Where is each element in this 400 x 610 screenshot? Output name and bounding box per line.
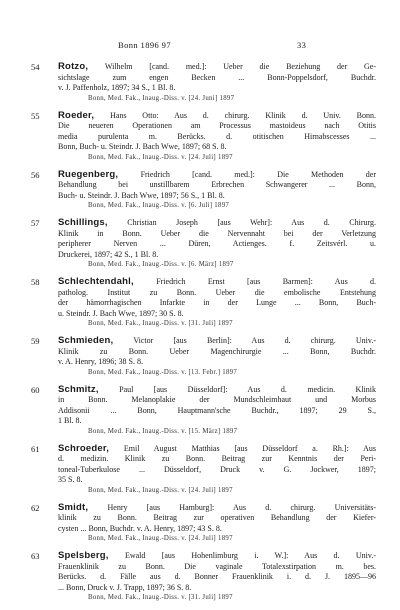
entry-line: [58, 406, 376, 417]
entry-text: Berücks. d. Fälle aus d. Bonner Frauenklinik i. d. J. 1895—96: [58, 572, 376, 581]
entry-line: [58, 524, 376, 535]
dissertation-note: Bonn, Med. Fak., Inaug.-Diss. v. [6. März] 1897: [88, 261, 234, 268]
catalog-entry: [0, 551, 400, 603]
entry-line: [58, 191, 376, 202]
entry-text: in Bonn. Melanoplakie der Mundschleimhaut und Morbus: [58, 395, 376, 404]
dissertation-note: Bonn, Med. Fak., Inaug.-Diss. v. [6. Juli] 1897: [88, 202, 230, 209]
entry-number: 57: [31, 218, 40, 228]
entry-body: [58, 503, 376, 545]
author-name: Schmieden,: [58, 335, 114, 346]
catalog-entry: [0, 385, 400, 437]
entry-line: [58, 357, 376, 368]
dissertation-note: Bonn, Med. Fak., Inaug.-Diss. v. [24. Juli] 1897: [88, 535, 233, 542]
author-name: Schlechtendahl,: [58, 276, 134, 287]
entry-text: 35 S. 8.: [58, 475, 83, 484]
entry-number: 58: [31, 277, 40, 287]
author-name: Schillings,: [58, 217, 108, 228]
dissertation-note: Bonn, Med. Fak., Inaug.-Diss. v. [31. Juli] 1897: [88, 594, 233, 601]
entry-body: [58, 170, 376, 212]
entry-line: [58, 475, 376, 486]
entry-text: d. medizin. Klinik zu Bonn. Beitrag zur Kenntnis der Peri-: [58, 454, 376, 463]
catalog-entry: [0, 444, 400, 496]
entry-line: [58, 111, 376, 122]
entry-line: [58, 62, 376, 73]
entry-number: 55: [31, 110, 40, 121]
entry-text: Christian Joseph [aus Wehr]: Aus d. Chirurg.: [127, 218, 377, 227]
entry-line: [58, 239, 376, 250]
author-name: Schroeder,: [58, 442, 110, 454]
entry-line: [58, 121, 376, 132]
author-name: Spelsberg,: [58, 550, 109, 561]
entry-text: Die neueren Operationen am Processus mastoideus nach Otitis: [58, 121, 376, 130]
entry-text: Buch- u. Steindr. J. Bach Wwe, 1897; 56 S., 1 Bl. 8.: [58, 190, 225, 200]
entry-text: Klinik zu Bonn. Ueber Magenchirurgie ... Bonn, Buchdr.: [58, 346, 376, 356]
entry-text: klinik zu Bonn. Beitrag zur operativen Behandlung der Kiefer-: [58, 513, 376, 522]
entry-line: [58, 298, 376, 309]
entry-text: Druckerei, 1897; 42 S., 1 Bl. 8.: [58, 249, 159, 259]
entry-line: [58, 132, 376, 143]
entry-list: [0, 62, 400, 610]
entry-line: [58, 142, 376, 153]
entry-body: [58, 336, 376, 378]
entry-number: 59: [31, 336, 40, 346]
author-name: Ruegenberg,: [58, 168, 119, 180]
entry-text: Addisonii ... Bonn, Hauptmann'sche Buchdr., 1897; 29 S.,: [58, 405, 376, 415]
entry-line: [58, 218, 376, 229]
entry-line: [58, 395, 376, 406]
entry-line: [58, 229, 376, 240]
entry-number: 61: [31, 443, 40, 454]
dissertation-note: Bonn, Med. Fak., Inaug.-Diss. v. [31. Juli] 1897: [88, 320, 233, 327]
entry-text: patholog. Institut zu Bonn. Ueber die embolische Entstehung: [58, 287, 376, 297]
entry-body: [58, 111, 376, 163]
entry-line: [58, 288, 376, 299]
entry-body: [58, 218, 376, 270]
entry-line: [58, 83, 376, 94]
entry-text: peripherer Nerven ... Düren, Actienges. f. Zeitsvérl. u.: [58, 239, 376, 248]
entry-line: [58, 551, 376, 562]
entry-line: [58, 583, 376, 594]
entry-line: [58, 513, 376, 524]
entry-text: Hans Otto: Aus d. chirurg. Klinik d. Univ. Bonn.: [110, 110, 377, 120]
entry-number: 56: [31, 169, 40, 180]
entry-text: Behandlung bei unstillbarem Erbrechen Schwangerer ... Bonn,: [58, 180, 376, 189]
entry-text: Bonn, Buch- u. Steindr. J. Bach Wwe, 1897; 68 S. 8.: [58, 142, 227, 151]
entry-line: [58, 465, 376, 476]
entry-line: [58, 277, 376, 288]
entry-line: [58, 503, 376, 514]
catalog-entry: [0, 62, 400, 104]
entry-text: v. A. Henry, 1896; 38 S. 8.: [58, 357, 143, 366]
dissertation-note: Bonn, Med. Fak., Inaug.-Diss. v. [24. Juni] 1897: [88, 94, 235, 102]
entry-line: [58, 347, 376, 358]
entry-line: [58, 180, 376, 191]
entry-text: Ewald [aus Hohenlimburg i. W.]: Aus d. Univ.-: [124, 551, 377, 560]
entry-line: [58, 562, 376, 573]
entry-body: [58, 385, 376, 437]
dissertation-note: Bonn, Med. Fak., Inaug.-Diss. v. [15. März] 1897: [88, 427, 238, 435]
entry-text: Henry [aus Hamburg]: Aus d. chirurg. Universitäts-: [107, 502, 376, 512]
entry-body: [58, 444, 376, 496]
catalog-entry: [0, 336, 400, 378]
entry-text: Friedrich [cand. med.]: Die Methoden der: [140, 169, 376, 179]
entry-line: [58, 336, 376, 347]
entry-body: [58, 551, 376, 603]
entry-text: u. Steindr. J. Bach Wwe, 1897; 30 S. 8.: [58, 308, 184, 318]
entry-line: [58, 309, 376, 320]
entry-text: Emil August Matthias [aus Düsseldorf a. Rh.]: Aus: [123, 443, 376, 453]
entry-number: 54: [31, 62, 40, 72]
author-name: Rotzo,: [58, 61, 89, 72]
entry-number: 60: [31, 384, 40, 395]
entry-line: [58, 250, 376, 261]
entry-line: [58, 73, 376, 84]
catalog-entry: [0, 170, 400, 212]
entry-text: sichtslage zum engen Becken ... Bonn-Poppelsdorf, Buchdr.: [58, 72, 376, 82]
entry-text: Wilhelm [cand. med.]: Ueber die Beziehung der Ge-: [104, 62, 376, 71]
catalog-entry: [0, 503, 400, 545]
entry-line: [58, 444, 376, 455]
dissertation-note: Bonn, Med. Fak., Inaug.-Diss. v. [24. Juli] 1897: [88, 153, 233, 161]
entry-text: Victor [aus Berlin]: Aus d. chirurg. Univ.-: [133, 336, 376, 345]
entry-body: [58, 277, 376, 329]
author-name: Roeder,: [58, 109, 95, 121]
entry-line: [58, 170, 376, 181]
entry-text: Paul [aus Düsseldorf]: Aus d. medicin. Klinik: [119, 384, 376, 394]
entry-line: [58, 385, 376, 396]
entry-number: 63: [31, 551, 40, 561]
entry-text: 1 Bl. 8.: [58, 416, 82, 425]
entry-text: Klinik in Bonn. Ueber die Nervennaht bei der Verletzung: [58, 228, 376, 238]
entry-text: v. J. Paffenholz, 1897; 34 S., 1 Bl. 8.: [58, 83, 176, 92]
running-header: [0, 40, 400, 52]
dissertation-note: Bonn, Med. Fak., Inaug.-Diss. v. [13. Febr.] 1897: [88, 368, 238, 376]
entry-text: toneal-Tuberkulose ... Düsseldorf, Druck v. G. Jockwer, 1897;: [58, 464, 376, 474]
entry-line: [58, 454, 376, 465]
page-number: 33: [297, 40, 307, 50]
entry-line: [58, 572, 376, 583]
entry-line: [58, 416, 376, 427]
entry-text: media purulenta m. Berücks. d. otitischen Hirnabscesses ...: [58, 131, 376, 141]
catalog-entry: [0, 277, 400, 329]
catalog-entry: [0, 218, 400, 270]
entry-number: 62: [31, 502, 40, 513]
entry-text: der hämorrhagischen Infarkte in der Lunge ... Bonn, Buch-: [58, 298, 376, 307]
entry-body: [58, 62, 376, 104]
entry-text: Friedrich Ernst [aus Barmen]: Aus d.: [156, 277, 377, 286]
entry-text: ... Bonn, Druck v. J. Trapp, 1897; 36 S. 8.: [58, 582, 192, 592]
author-name: Smidt,: [58, 501, 89, 513]
entry-text: cysten ... Bonn, Buchdr. v. A. Henry, 1897; 43 S. 8.: [58, 523, 222, 533]
author-name: Schmitz,: [58, 383, 99, 395]
catalog-entry: [0, 111, 400, 163]
dissertation-note: Bonn, Med. Fak., Inaug.-Diss. v. [24. Juli] 1897: [88, 486, 233, 494]
header-title: Bonn 1896 97: [118, 40, 171, 50]
entry-text: Frauenklinik zu Bonn. Die vaginale Totalexstirpation m. bes.: [58, 561, 376, 571]
